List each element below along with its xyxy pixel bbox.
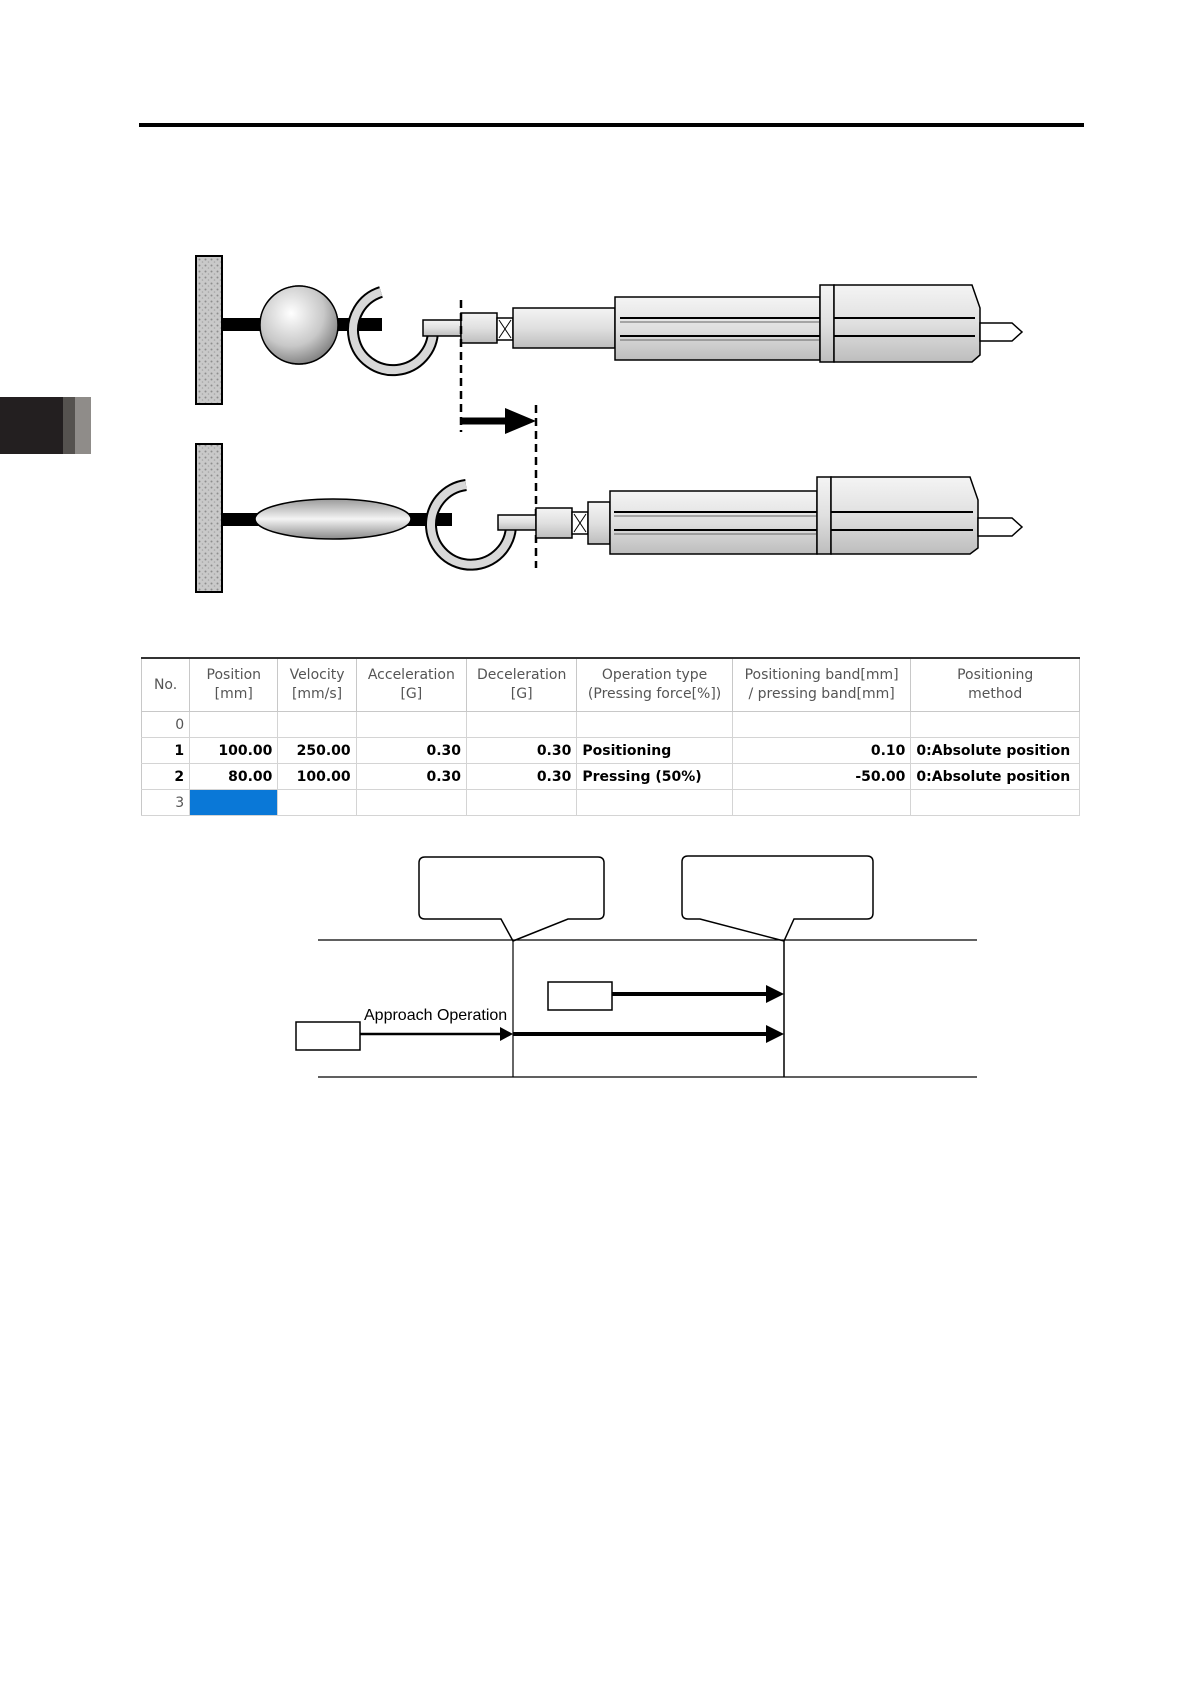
cell-velocity[interactable]: 250.00 xyxy=(278,738,356,764)
cell-no: 1 xyxy=(142,738,190,764)
wall-bottom xyxy=(196,444,222,592)
rod-tip-top xyxy=(461,313,497,343)
table-row[interactable] xyxy=(142,790,1080,816)
rod-tip-bottom xyxy=(536,508,572,538)
table-row[interactable] xyxy=(142,712,1080,738)
cell-no: 2 xyxy=(142,764,190,790)
cell-operation-type[interactable]: Pressing (50%) xyxy=(577,764,732,790)
actuator-body-top xyxy=(615,297,820,360)
cell-acceleration[interactable] xyxy=(356,790,466,816)
wall-top xyxy=(196,256,222,404)
table-row[interactable] xyxy=(142,738,1080,764)
cell-operation-type[interactable]: Positioning xyxy=(577,738,732,764)
callout-box-left xyxy=(419,857,604,941)
pressing-arrow xyxy=(766,1025,784,1043)
cell-position[interactable]: 80.00 xyxy=(190,764,278,790)
cell-deceleration[interactable] xyxy=(467,790,577,816)
column-header-velocity: Velocity [mm/s] xyxy=(278,658,356,712)
cell-operation-type[interactable] xyxy=(577,712,732,738)
cable-top xyxy=(980,323,1022,341)
cell-position-selected[interactable] xyxy=(190,790,278,816)
cell-method[interactable] xyxy=(911,790,1080,816)
top-state xyxy=(196,256,1022,404)
cell-acceleration[interactable] xyxy=(356,712,466,738)
timing-arrow-upper xyxy=(766,985,784,1003)
pressing-illustration xyxy=(0,0,1191,640)
cell-acceleration[interactable]: 0.30 xyxy=(356,764,466,790)
column-header-method: Positioning method xyxy=(911,658,1080,712)
cell-deceleration[interactable]: 0.30 xyxy=(467,764,577,790)
cell-deceleration[interactable]: 0.30 xyxy=(467,738,577,764)
cable-bottom xyxy=(978,518,1022,536)
cell-band[interactable] xyxy=(732,712,911,738)
cell-no: 0 xyxy=(142,712,190,738)
position-table xyxy=(141,657,1080,816)
rod-end-bottom xyxy=(498,515,536,530)
cell-velocity[interactable] xyxy=(278,790,356,816)
column-header-operation-type: Operation type (Pressing force[%]) xyxy=(577,658,732,712)
cell-method[interactable]: 0:Absolute position xyxy=(911,764,1080,790)
cell-method[interactable]: 0:Absolute position xyxy=(911,738,1080,764)
table-row[interactable] xyxy=(142,764,1080,790)
timing-box-lower xyxy=(296,1022,360,1050)
table-header-row xyxy=(142,658,1080,712)
cell-band[interactable]: 0.10 xyxy=(732,738,911,764)
cell-velocity[interactable] xyxy=(278,712,356,738)
actuator-body-bottom xyxy=(610,491,817,554)
move-direction-arrow xyxy=(505,408,536,434)
cell-no: 3 xyxy=(142,790,190,816)
cell-position[interactable] xyxy=(190,712,278,738)
approach-arrow xyxy=(500,1027,513,1041)
bottom-state xyxy=(196,444,1022,592)
cell-operation-type[interactable] xyxy=(577,790,732,816)
callout-box-right xyxy=(682,856,873,941)
cell-method[interactable] xyxy=(911,712,1080,738)
actuator-rod-top xyxy=(513,308,615,348)
cell-acceleration[interactable]: 0.30 xyxy=(356,738,466,764)
rod-end-top xyxy=(423,320,461,336)
cell-velocity[interactable]: 100.00 xyxy=(278,764,356,790)
approach-operation-label: Approach Operation xyxy=(364,1007,508,1024)
column-header-band: Positioning band[mm] / pressing band[mm] xyxy=(732,658,911,712)
compressed-workpiece xyxy=(255,499,411,539)
column-header-acceleration: Acceleration [G] xyxy=(356,658,466,712)
column-header-position: Position [mm] xyxy=(190,658,278,712)
cell-band[interactable] xyxy=(732,790,911,816)
cell-deceleration[interactable] xyxy=(467,712,577,738)
column-header-no: No. xyxy=(142,658,190,712)
column-header-deceleration: Deceleration [G] xyxy=(467,658,577,712)
hook-top xyxy=(353,292,433,370)
cell-band[interactable]: -50.00 xyxy=(732,764,911,790)
cell-position[interactable]: 100.00 xyxy=(190,738,278,764)
timing-box-upper xyxy=(548,982,612,1010)
motor-housing-top xyxy=(834,285,980,362)
motor-housing-bottom xyxy=(831,477,978,554)
